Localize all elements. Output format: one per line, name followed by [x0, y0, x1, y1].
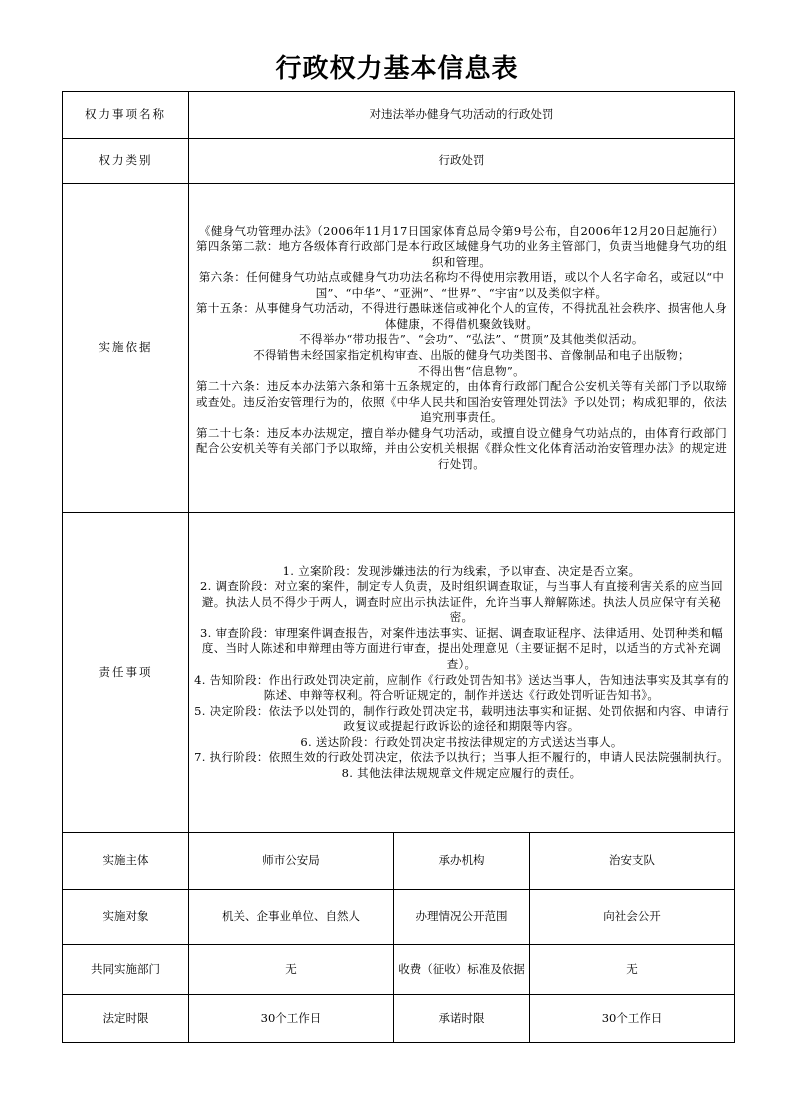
target-label: 实施对象	[63, 890, 189, 945]
basis-paragraph: 《健身气功管理办法》（2006年11月17日国家体育总局令第9号公布，自2006年12月20日起施行）	[199, 223, 724, 238]
legal-time-limit-label: 法定时限	[63, 995, 189, 1043]
fee-standard-label: 收费（征收）标准及依据	[394, 945, 530, 995]
power-type-label: 权力类别	[63, 139, 189, 184]
row-basis	[63, 184, 735, 513]
row-power-name	[63, 92, 735, 139]
info-table	[62, 91, 735, 1043]
basis-paragraph: 不得举办“带功报告”、“会功”、“弘法”、“贯顶”及其他类似活动。	[299, 332, 644, 347]
row-power-type	[63, 139, 735, 184]
duties-label: 责任事项	[63, 513, 189, 833]
duty-item: 2. 调查阶段：对立案的案件，制定专人负责，及时组织调查取证，与当事人有直接利害关系的应当回避。执法人员不得少于两人，调查时应出示执法证件，允许当事人辩解陈述。执法人员应保守有关秘密。	[200, 579, 723, 625]
co-dept-label: 共同实施部门	[63, 945, 189, 995]
row-target	[63, 890, 735, 945]
handling-org-value: 治安支队	[530, 833, 735, 890]
basis-paragraph: 第六条：任何健身气功站点或健身气功功法名称均不得使用宗教用语，或以个人名字命名，或冠以“中国”、“中华”、“亚洲”、“世界”、“宇宙”以及类似字样。	[198, 270, 725, 300]
duty-item: 4. 告知阶段：作出行政处罚决定前，应制作《行政处罚告知书》送达当事人，告知违法事实及其享有的陈述、申辩等权利。符合听证规定的，制作并送达《行政处罚听证告知书》。	[194, 672, 729, 703]
co-dept-value: 无	[189, 945, 394, 995]
basis-paragraph: 第四条第二款：地方各级体育行政部门是本行政区域健身气功的业务主管部门，负责当地健身气功的组织和管理。	[196, 239, 728, 269]
power-name-value: 对违法举办健身气功活动的行政处罚	[189, 92, 735, 139]
row-co-dept	[63, 945, 735, 995]
promised-time-limit-value: 30个工作日	[530, 995, 735, 1043]
duty-item: 8. 其他法律法规规章文件规定应履行的责任。	[341, 765, 582, 780]
duty-item: 5. 决定阶段：依法予以处罚的，制作行政处罚决定书，载明违法事实和证据、处罚依据和内容、申请行政复议或提起行政诉讼的途径和期限等内容。	[194, 703, 729, 734]
page-title: 行政权力基本信息表	[275, 54, 519, 84]
basis-content	[189, 184, 735, 513]
subject-value: 师市公安局	[189, 833, 394, 890]
row-subject	[63, 833, 735, 890]
basis-label: 实施依据	[63, 184, 189, 513]
row-time-limit	[63, 995, 735, 1043]
duty-item: 3. 审查阶段：审理案件调查报告，对案件违法事实、证据、调查取证程序、法律适用、处罚种类和幅度、当时人陈述和申辩理由等方面进行审查，提出处理意见（主要证据不足时，以适当的方式补充调查）。	[200, 625, 723, 671]
basis-paragraph: 第二十六条：违反本办法第六条和第十五条规定的，由体育行政部门配合公安机关等有关部门予以取缔或查处。违反治安管理行为的，依照《中华人民共和国治安管理处罚法》予以处罚；构成犯罪的，依法追究刑事责任。	[196, 379, 728, 425]
duties-content	[189, 513, 735, 833]
basis-paragraph: 第十五条：从事健身气功活动，不得进行愚昧迷信或神化个人的宣传，不得扰乱社会秩序、损害他人身体健康，不得借机聚敛钱财。	[196, 301, 728, 331]
promised-time-limit-label: 承诺时限	[394, 995, 530, 1043]
duty-item: 6. 送达阶段：行政处罚决定书按法律规定的方式送达当事人。	[300, 734, 623, 749]
row-duties	[63, 513, 735, 833]
duty-item: 7. 执行阶段：依照生效的行政处罚决定，依法予以执行；当事人拒不履行的，申请人民法院强制执行。	[194, 750, 729, 765]
power-type-value: 行政处罚	[189, 139, 735, 184]
duty-item: 1. 立案阶段：发现涉嫌违法的行为线索，予以审查、决定是否立案。	[282, 563, 641, 578]
fee-standard-value: 无	[530, 945, 735, 995]
disclosure-scope-value: 向社会公开	[530, 890, 735, 945]
disclosure-scope-label: 办理情况公开范围	[394, 890, 530, 945]
subject-label: 实施主体	[63, 833, 189, 890]
handling-org-label: 承办机构	[394, 833, 530, 890]
basis-paragraph: 不得出售“信息物”。	[418, 363, 525, 378]
power-name-label: 权力事项名称	[63, 92, 189, 139]
basis-paragraph: 第二十七条：违反本办法规定，擅自举办健身气功活动，或擅自设立健身气功站点的，由体育行政部门配合公安机关等有关部门予以取缔，并由公安机关根据《群众性文化体育活动治安管理办法》的规定进行处罚。	[196, 425, 728, 471]
basis-paragraph: 不得销售未经国家指定机构审查、出版的健身气功类图书、音像制品和电子出版物；	[253, 348, 690, 362]
target-value: 机关、企事业单位、自然人	[189, 890, 394, 945]
legal-time-limit-value: 30个工作日	[189, 995, 394, 1043]
